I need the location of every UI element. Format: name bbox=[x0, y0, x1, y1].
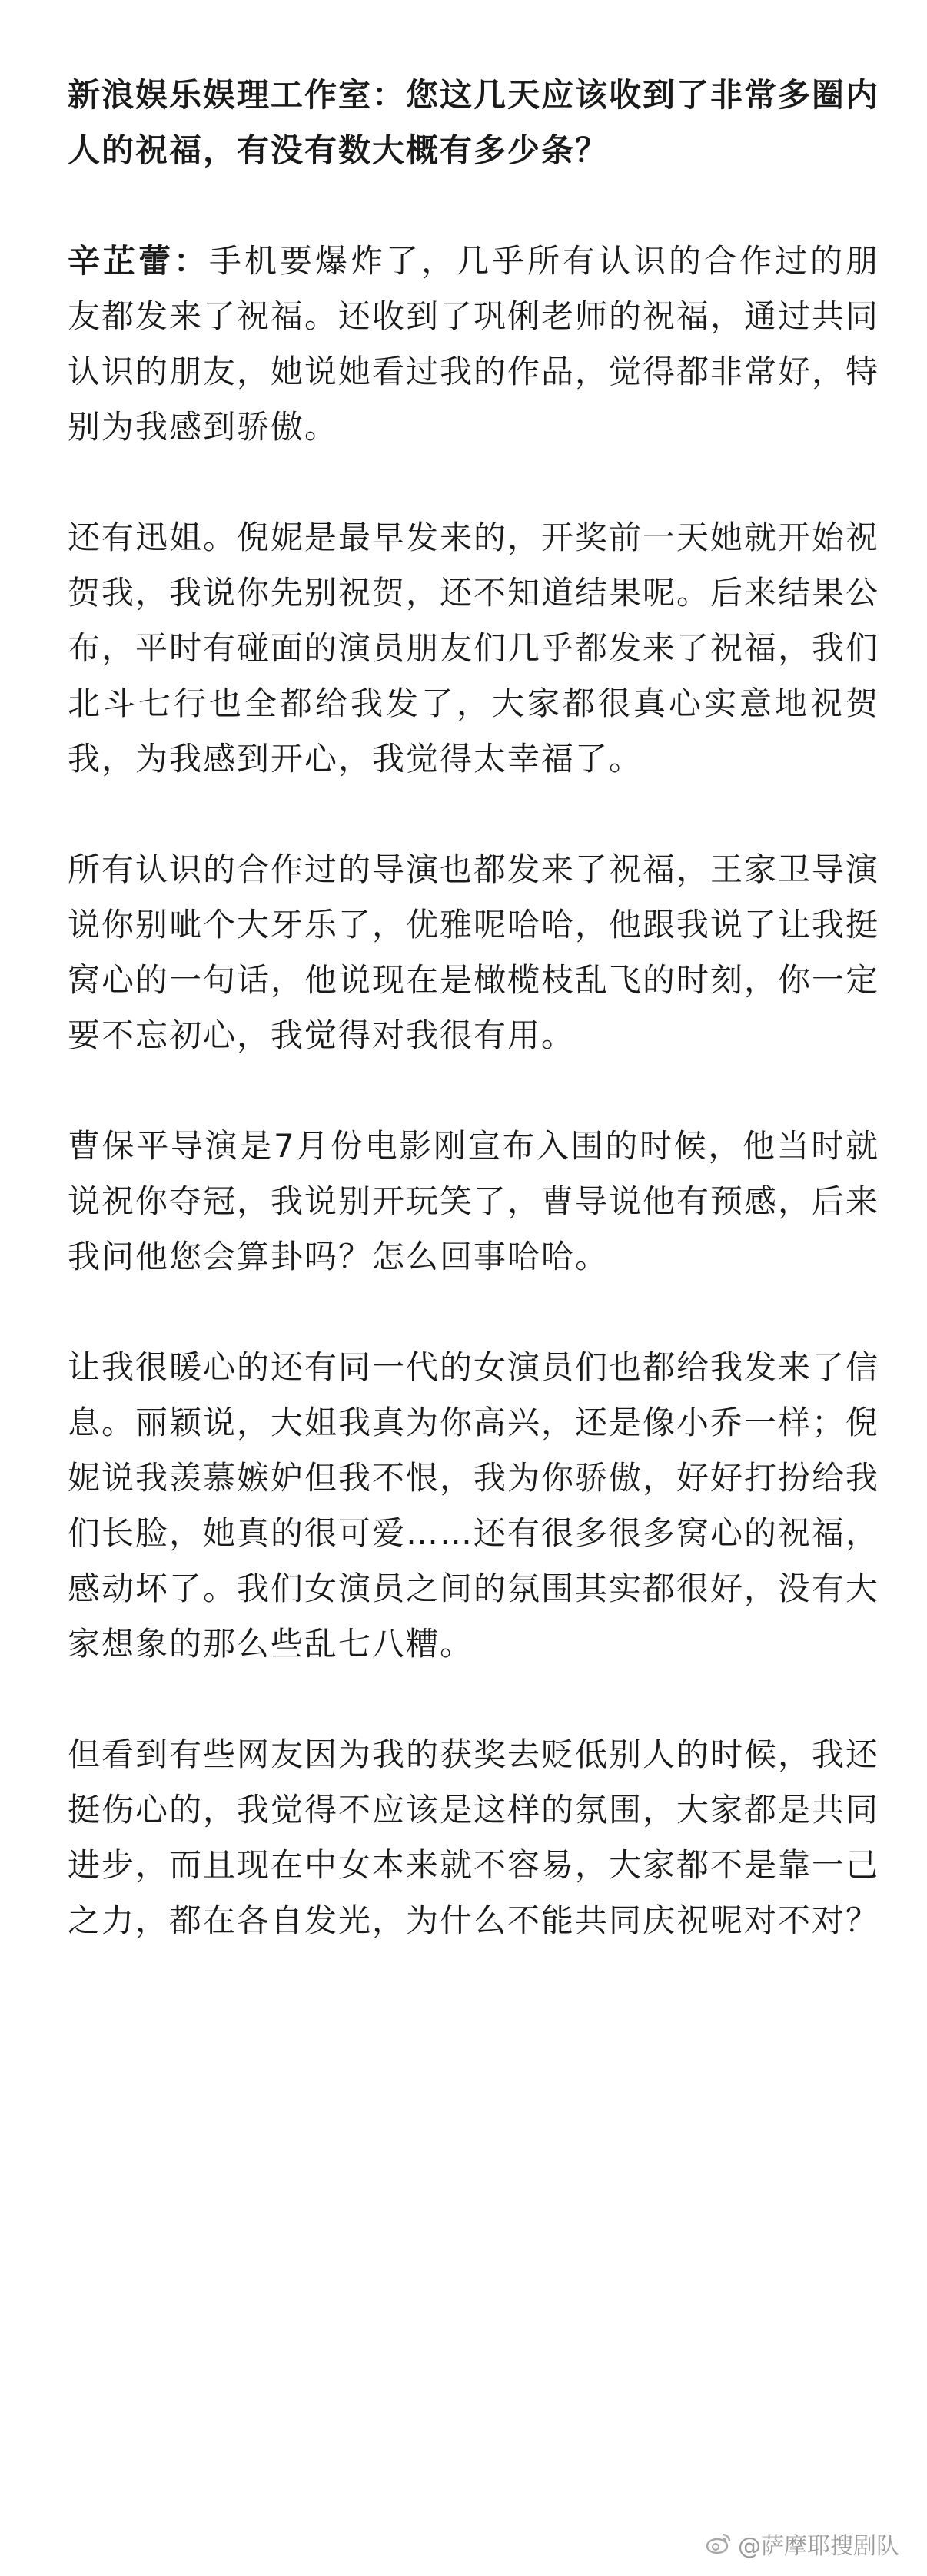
answer-paragraph-1 bbox=[68, 234, 879, 455]
answer-text-1: 手机要爆炸了，几乎所有认识的合作过的朋友都发来了祝福。还收到了巩俐老师的祝福，通过共同认识的朋友，她说她看过我的作品，觉得都非常好，特别为我感到骄傲。 bbox=[68, 242, 880, 446]
interview-question: 新浪娱乐娱理工作室：您这几天应该收到了非常多圈内人的祝福，有没有数大概有多少条？ bbox=[68, 76, 880, 169]
watermark bbox=[706, 2527, 899, 2561]
answer-paragraph-6: 但看到有些网友因为我的获奖去贬低别人的时候，我还挺伤心的，我觉得不应该是这样的氛围，大家都是共同进步，而且现在中女本来就不容易，大家都不是靠一己之力，都在各自发光，为什么不能共同庆祝呢对不对？ bbox=[68, 1736, 880, 1939]
answer-paragraph-5: 让我很暖心的还有同一代的女演员们也都给我发来了信息。丽颖说，大姐我真为你高兴，还是像小乔一样；倪妮说我羡慕嫉妒但我不恨，我为你骄傲，好好打扮给我们长脸，她真的很可爱……还有很多很多窝心的祝福，感动坏了。我们女演员之间的氛围其实都很好，没有大家想象的那么些乱七八糟。 bbox=[68, 1348, 880, 1663]
speaker-label: 辛芷蕾： bbox=[68, 242, 209, 280]
weibo-icon bbox=[706, 2531, 732, 2557]
answer-paragraph-2: 还有迅姐。倪妮是最早发来的，开奖前一天她就开始祝贺我，我说你先别祝贺，还不知道结果呢。后来结果公布，平时有碰面的演员朋友们几乎都发来了祝福，我们北斗七行也全都给我发了，大家都很真心实意地祝贺我，为我感到开心，我觉得太幸福了。 bbox=[68, 519, 880, 777]
watermark-text: @萨摩耶搜剧队 bbox=[738, 2533, 899, 2560]
answer-paragraph-3: 所有认识的合作过的导演也都发来了祝福，王家卫导演说你别呲个大牙乐了，优雅呢哈哈，他跟我说了让我挺窝心的一句话，他说现在是橄榄枝乱飞的时刻，你一定要不忘初心，我觉得对我很有用。 bbox=[68, 850, 880, 1054]
answer-paragraph-4: 曹保平导演是7月份电影刚宣布入围的时候，他当时就说祝你夺冠，我说别开玩笑了，曹导说他有预感，后来我问他您会算卦吗？怎么回事哈哈。 bbox=[68, 1127, 880, 1275]
